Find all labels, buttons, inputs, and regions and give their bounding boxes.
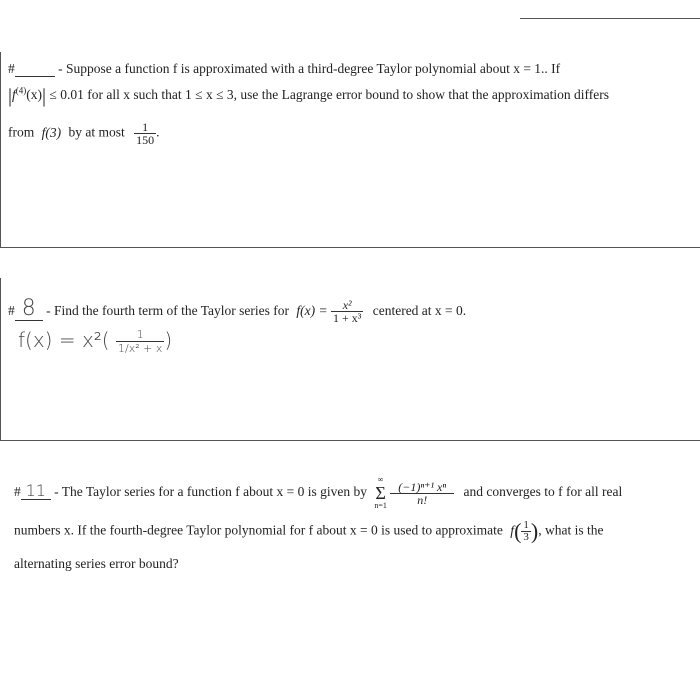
problem-3-line-3-text: alternating series error bound?	[14, 556, 179, 571]
hand-work-close: )	[164, 328, 173, 352]
f-symbol: f	[510, 522, 515, 538]
problem-1-condition: ≤ 0.01 for all x such that 1 ≤ x ≤ 3, use the Lagrange error bound to show that the approximation differs	[49, 87, 610, 103]
hand-work-numerator: 1	[116, 328, 164, 342]
centered-at-text: centered at x = 0.	[372, 303, 467, 318]
function-lhs: f(x) =	[296, 303, 328, 318]
function-numerator: x²	[331, 299, 363, 312]
function-denominator: 1 + x³	[332, 311, 362, 326]
bound-numerator: 1	[134, 121, 156, 134]
problem-2-line-1	[8, 298, 466, 324]
problem-number-handwritten: 8	[15, 298, 43, 321]
f-symbol: f	[12, 87, 16, 103]
converges-text: and converges to f for all real	[463, 484, 623, 500]
abs-open: |	[8, 85, 13, 107]
problem-1-text: - Suppose a function f is approximated with a third-degree Taylor polynomial about x = 1.. If	[58, 61, 561, 76]
problem-number-blank	[15, 62, 55, 77]
top-right-rule	[520, 18, 700, 19]
divider-2	[0, 440, 700, 441]
sum-symbol: Σ	[375, 483, 386, 503]
abs-close: |	[42, 85, 47, 107]
handwritten-work	[18, 328, 172, 355]
problem-3-line-2-text: numbers x. If the fourth-degree Taylor polynomial for f about x = 0 is used to approximate	[14, 522, 503, 538]
function-argument: (x)	[26, 87, 43, 103]
problem-3-text: - The Taylor series for a function f about x = 0 is given by	[54, 484, 367, 500]
term-numerator: (−1)ⁿ⁺¹ xⁿ	[390, 481, 454, 494]
arg-denominator: 3	[523, 531, 529, 543]
problem-2-text: - Find the fourth term of the Taylor series for	[46, 303, 289, 318]
left-border-mid	[0, 278, 1, 440]
period: .	[156, 124, 160, 140]
derivative-order: (4)	[15, 85, 27, 96]
series-term	[390, 481, 454, 506]
problem-3-line-1	[14, 476, 622, 510]
problem-1-line-1	[8, 62, 560, 77]
f-of-3: f(3)	[41, 124, 62, 140]
hand-work-lhs: f(x) = x²(	[18, 328, 110, 352]
problem-3-line-3	[14, 557, 179, 571]
problem-number-handwritten: 11	[21, 483, 51, 500]
problem-number-prefix: #	[8, 303, 15, 318]
hand-work-fraction	[116, 328, 164, 355]
arg-numerator: 1	[523, 519, 529, 531]
problem-number-prefix: #	[8, 61, 15, 76]
summation	[374, 476, 387, 510]
sum-lower: n=1	[374, 501, 387, 510]
argument-fraction	[521, 520, 531, 543]
problem-1-line-3	[8, 121, 160, 146]
what-is-the-text: , what is the	[538, 522, 604, 538]
sum-upper: ∞	[377, 475, 384, 484]
from-label: from	[8, 124, 35, 140]
function-fraction	[331, 299, 363, 324]
left-border-top	[0, 52, 1, 247]
problem-number-prefix: #	[14, 484, 21, 500]
bound-denominator: 150	[136, 133, 155, 147]
problem-1-line-2	[8, 86, 609, 106]
hand-work-denominator: 1/x² + x	[117, 342, 163, 355]
by-at-most-label: by at most	[68, 124, 125, 140]
term-denominator: n!	[417, 492, 428, 507]
bound-fraction	[134, 121, 156, 146]
divider-1	[0, 247, 700, 248]
problem-3-line-2: numbers x. If the fourth-degree Taylor polynomial for f about x = 0 is used to approximate f( $\frac{1}{3}$ ), what is the	[14, 518, 604, 544]
